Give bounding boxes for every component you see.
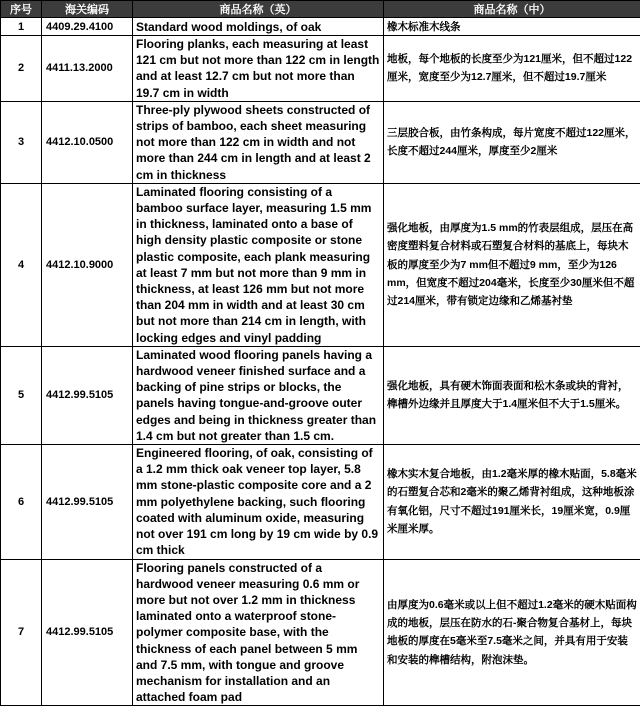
- row-name-en: Laminated wood flooring panels having a hardwood veneer finished surface and a backing of pine strips or blocks, the panels having tongue-and-groove outer edges and being in thickness greater than 1.4 cm but not greater than 1.5 cm.: [133, 346, 384, 444]
- table-row: [1, 18, 640, 36]
- row-hs-code: 4412.99.5105: [42, 445, 133, 559]
- row-seq: 1: [1, 18, 42, 36]
- row-seq: 2: [1, 36, 42, 102]
- row-name-en: Standard wood moldings, of oak: [133, 18, 384, 36]
- row-name-zh: 由厚度为0.6毫米或以上但不超过1.2毫米的硬木贴面构成的地板，层压在防水的石-聚合物复合基材上，每块地板的厚度在5毫米至7.5毫米之间，并具有用于安装和安装的榫槽结构，附泡沫垫。: [384, 559, 640, 706]
- table-row: [1, 445, 640, 559]
- row-name-en: Flooring panels constructed of a hardwood veneer measuring 0.6 mm or more but not over 1.2 mm in thickness laminated onto a waterproof stone-polymer composite base, with the thickness of each panel between 5 mm and 7.5 mm, with tongue and groove mechanism for installation and an attached foam pad: [133, 559, 384, 706]
- header-row: [1, 1, 640, 18]
- table-body: [1, 18, 640, 706]
- row-name-en: Engineered flooring, of oak, consisting of a 1.2 mm thick oak veneer top layer, 5.8 mm stone-plastic composite core and a 2 mm polyethylene backing, such flooring coated with aluminum oxide, measuring not over 191 cm long by 19 cm wide by 0.9 cm thick: [133, 445, 384, 559]
- table-row: [1, 346, 640, 444]
- row-name-en: Flooring planks, each measuring at least 121 cm but not more than 122 cm in length and at least 12.7 cm but not more than 19.7 cm in width: [133, 36, 384, 102]
- header-seq: 序号: [1, 1, 42, 18]
- table-row: [1, 36, 640, 102]
- row-seq: 5: [1, 346, 42, 444]
- row-seq: 3: [1, 101, 42, 183]
- table-row: [1, 101, 640, 183]
- row-name-en: Three-ply plywood sheets constructed of strips of bamboo, each sheet measuring not more than 122 cm in width and not more than 244 cm in length and at least 2 cm in thickness: [133, 101, 384, 183]
- header-name-en: 商品名称（英）: [133, 1, 384, 18]
- row-hs-code: 4409.29.4100: [42, 18, 133, 36]
- row-name-zh: 橡木实木复合地板，由1.2毫米厚的橡木贴面，5.8毫米的石塑复合芯和2毫米的聚乙烯背衬组成，这种地板涂有氧化铝，尺寸不超过191厘米长，19厘米宽，0.9厘米厘米厚。: [384, 445, 640, 559]
- row-hs-code: 4412.10.9000: [42, 183, 133, 346]
- row-name-zh: 橡木标准木线条: [384, 18, 640, 36]
- row-name-zh: 强化地板，具有硬木饰面表面和松木条或块的背衬，榫槽外边缘并且厚度大于1.4厘米但不大于1.5厘米。: [384, 346, 640, 444]
- row-name-zh: 三层胶合板，由竹条构成，每片宽度不超过122厘米，长度不超过244厘米，厚度至少2厘米: [384, 101, 640, 183]
- row-name-zh: 地板，每个地板的长度至少为121厘米，但不超过122厘米，宽度至少为12.7厘米，但不超过19.7厘米: [384, 36, 640, 102]
- table-row: [1, 183, 640, 346]
- row-hs-code: 4412.99.5105: [42, 346, 133, 444]
- row-name-en: Laminated flooring consisting of a bamboo surface layer, measuring 1.5 mm in thickness, laminated onto a base of high density plastic composite or stone plastic composite, each plank measuring at least 7 mm but not more than 9 mm in thickness, at least 126 mm but not more than 204 mm in width and at least 30 cm but not more than 214 cm in length, with locking edges and vinyl padding: [133, 183, 384, 346]
- row-seq: 7: [1, 559, 42, 706]
- table-header: [1, 1, 640, 18]
- row-seq: 4: [1, 183, 42, 346]
- row-seq: 6: [1, 445, 42, 559]
- row-name-zh: 强化地板，由厚度为1.5 mm的竹表层组成，层压在高密度塑料复合材料或石塑复合材料的基底上，每块木板的厚度至少为7 mm但不超过9 mm，至少为126 mm，但宽度不超过204毫米，长度至少30厘米但不超过214厘米，带有锁定边缘和乙烯基衬垫: [384, 183, 640, 346]
- table-row: [1, 559, 640, 706]
- header-name-zh: 商品名称（中）: [384, 1, 640, 18]
- row-hs-code: 4412.10.0500: [42, 101, 133, 183]
- row-hs-code: 4411.13.2000: [42, 36, 133, 102]
- header-hs-code: 海关编码: [42, 1, 133, 18]
- row-hs-code: 4412.99.5105: [42, 559, 133, 706]
